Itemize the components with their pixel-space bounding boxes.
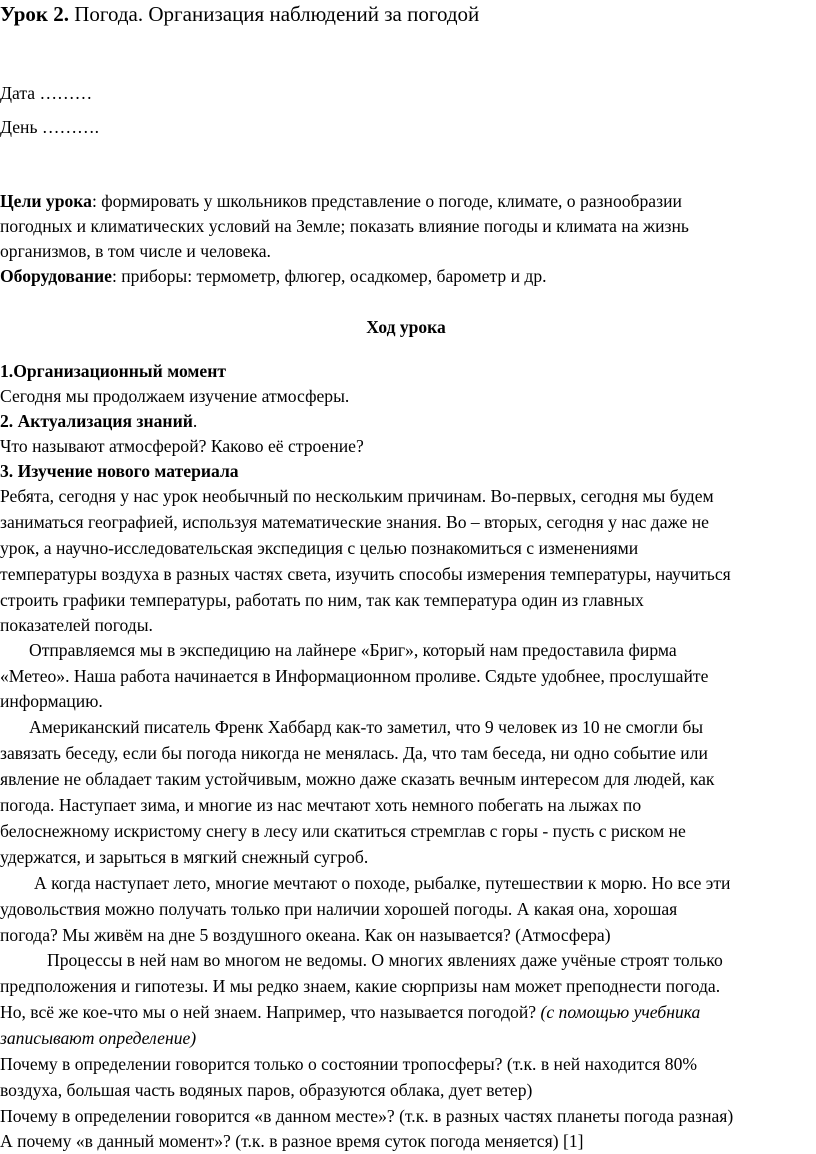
section-2-heading: 2. Актуализация знаний.	[0, 411, 198, 431]
paragraph-1-line: Ребята, сегодня у нас урок необычный по нескольким причинам. Во-первых, сегодня мы будем	[0, 486, 714, 506]
paragraph-5-line: Но, всё же кое-что мы о ней знаем. Например, что называется погодой? (с помощью учебника	[0, 1002, 701, 1022]
paragraph-3-line: белоснежному искристому снегу в лесу или скатиться стремглав с горы - пусть с риском не	[0, 821, 686, 841]
paragraph-2-line: «Метео». Наша работа начинается в Информационном проливе. Сядьте удобнее, прослушайте	[0, 666, 709, 686]
lesson-title	[0, 2, 479, 27]
paragraph-5-line: Процессы в ней нам во многом не ведомы. О многих явлениях даже учёные строят только	[47, 950, 723, 970]
paragraph-3-line: удержатся, и зарыться в мягкий снежный сугроб.	[0, 847, 369, 867]
section-2-text: Что называют атмосферой? Каково её строение?	[0, 436, 364, 456]
date-line: Дата ………	[0, 83, 93, 103]
question-2-line: Почему в определении говорится «в данном месте»? (т.к. в разных частях планеты погода разная)	[0, 1106, 734, 1126]
goals-label: Цели урока	[0, 191, 92, 211]
paragraph-4-line: А когда наступает лето, многие мечтают о походе, рыбалке, путешествии к морю. Но все эти	[34, 873, 731, 893]
section-1-heading: 1.Организационный момент	[0, 361, 226, 381]
goals-line-3: организмов, в том числе и человека.	[0, 241, 271, 261]
question-3-line: А почему «в данный момент»? (т.к. в разное время суток погода меняется) [1]	[0, 1131, 584, 1151]
section-3-heading: 3. Изучение нового материала	[0, 461, 239, 481]
lesson-topic: Погода. Организация наблюдений за погодой	[68, 2, 480, 26]
textbook-note: (с помощью учебника	[540, 1002, 701, 1022]
goals-line-1: Цели урока: формировать у школьников представление о погоде, климате, о разнообразии	[0, 191, 682, 211]
paragraph-1-line: урок, а научно-исследовательская экспедиция с целью познакомиться с изменениями	[0, 538, 639, 558]
question-1-line: Почему в определении говорится только о состоянии тропосферы? (т.к. в ней находится 80%	[0, 1054, 698, 1074]
paragraph-3-line: завязать беседу, если бы погода никогда не менялась. Да, что там беседа, ни одно событие или	[0, 743, 708, 763]
lesson-heading: Ход урока	[366, 317, 446, 337]
paragraph-1-line: строить графики температуры, работать по ним, так как температура один из главных	[0, 590, 644, 610]
paragraph-2-line: Отправляемся мы в экспедицию на лайнере «Бриг», который нам предоставила фирма	[29, 640, 677, 660]
equipment-line: Оборудование: приборы: термометр, флюгер, осадкомер, барометр и др.	[0, 266, 547, 286]
paragraph-3-line: погода. Наступает зима, и многие из нас мечтают хоть немного побегать на лыжах по	[0, 795, 642, 815]
paragraph-1-line: показателей погоды.	[0, 615, 153, 635]
equipment-label: Оборудование	[0, 266, 112, 286]
paragraph-3-line: Американский писатель Френк Хаббард как-то заметил, что 9 человек из 10 не смогли бы	[29, 717, 704, 737]
paragraph-3-line: явление не обладает таким устойчивым, можно даже сказать вечным интересом для людей, как	[0, 769, 715, 789]
lesson-number: Урок 2.	[0, 2, 69, 26]
paragraph-4-line: удовольствия можно получать только при наличии хорошей погоды. А какая она, хорошая	[0, 899, 678, 919]
goals-line-2: погодных и климатических условий на Земле; показать влияние погоды и климата на жизнь	[0, 216, 689, 236]
textbook-note: записывают определение)	[0, 1028, 197, 1048]
day-line: День ……….	[0, 117, 100, 137]
question-1-line: воздуха, большая часть водяных паров, образуются облака, дует ветер)	[0, 1080, 533, 1100]
paragraph-4-line: погода? Мы живём на дне 5 воздушного океана. Как он называется? (Атмосфера)	[0, 925, 611, 945]
paragraph-1-line: заниматься географией, используя математические знания. Во – вторых, сегодня у нас даже не	[0, 512, 709, 532]
paragraph-2-line: информацию.	[0, 691, 103, 711]
paragraph-5-line	[0, 1026, 196, 1051]
paragraph-1-line: температуры воздуха в разных частях света, изучить способы измерения температуры, научиться	[0, 564, 731, 584]
section-1-text: Сегодня мы продолжаем изучение атмосферы.	[0, 386, 350, 406]
paragraph-5-line: предположения и гипотезы. И мы редко знаем, какие сюрпризы нам может преподнести погода.	[0, 976, 721, 996]
